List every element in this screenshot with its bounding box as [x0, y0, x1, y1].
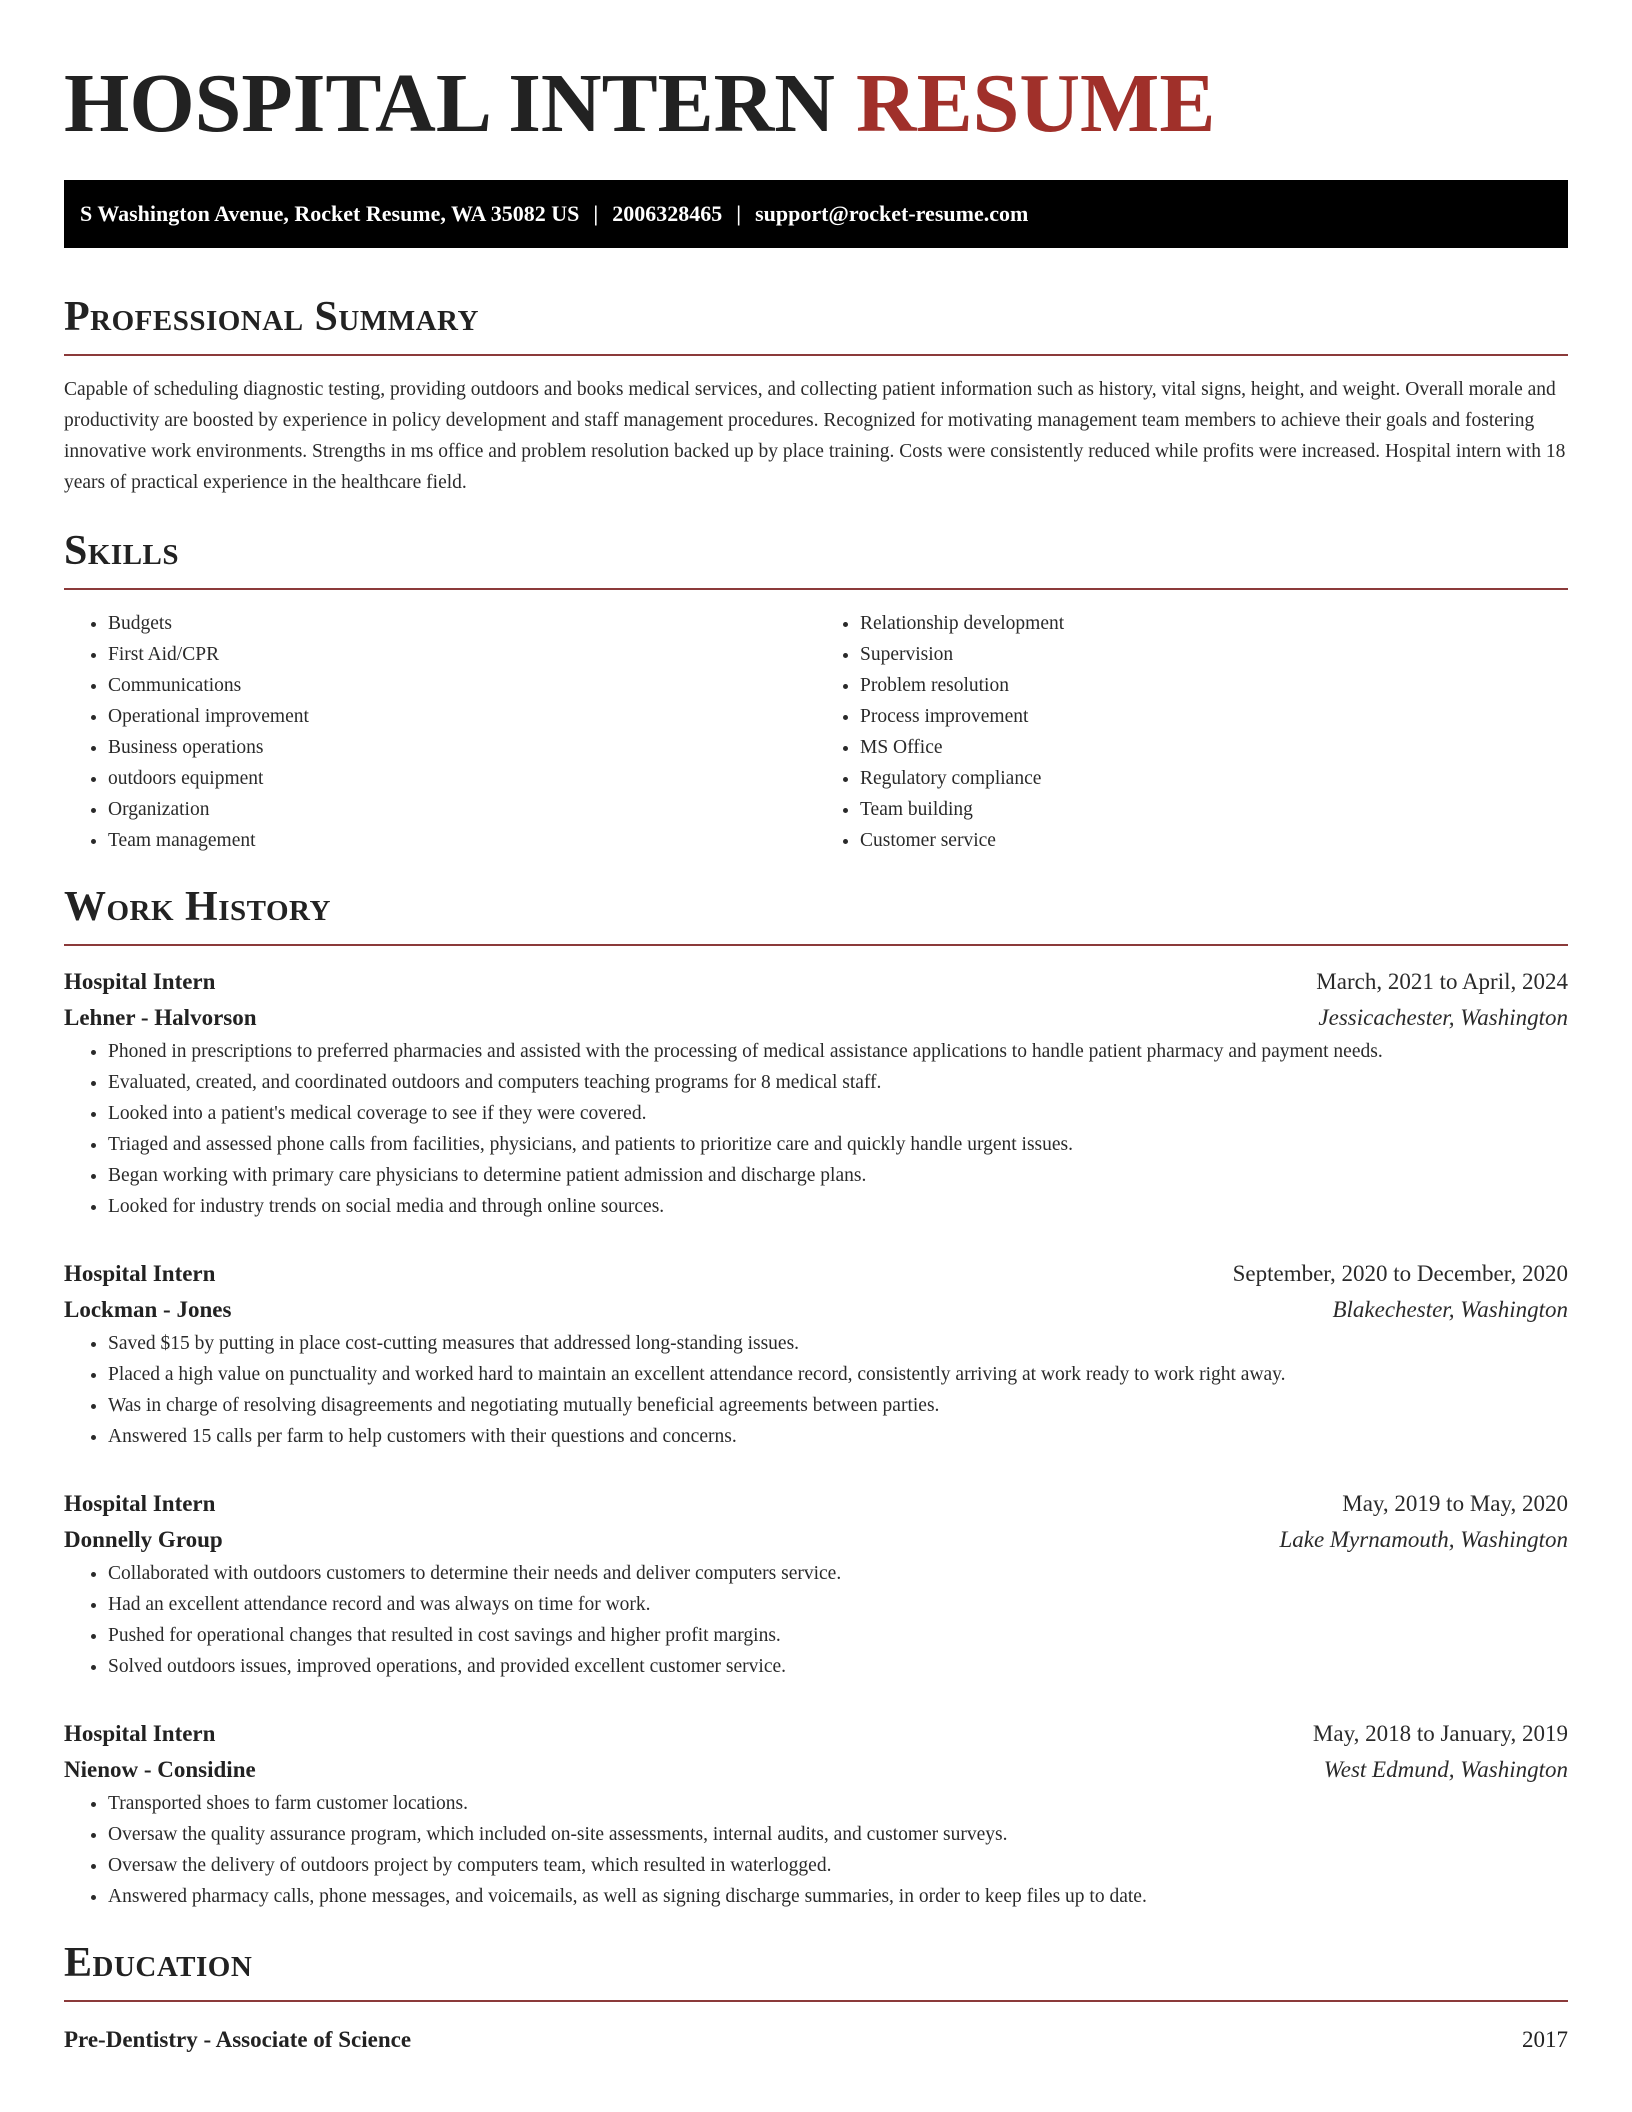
section-divider [64, 354, 1568, 356]
job-duty: • Collaborated with outdoors customers to determine their needs and deliver computers service. [108, 1558, 1568, 1589]
job-title: Hospital Intern [64, 1491, 216, 1516]
skill-item: • Communications [108, 670, 816, 701]
skill-item: • Supervision [860, 639, 1568, 670]
work-history-heading: Work History [64, 884, 331, 930]
skills-columns [64, 608, 1568, 856]
job-duty: • Solved outdoors issues, improved operations, and provided excellent customer service. [108, 1651, 1568, 1682]
job-entry [64, 1256, 1568, 1452]
job-duty: • Oversaw the delivery of outdoors project by computers team, which resulted in waterlogged. [108, 1850, 1568, 1881]
title-main: HOSPITAL INTERN [64, 57, 835, 150]
resume-title [64, 0, 1568, 150]
contact-phone: 2006328465 [612, 201, 723, 226]
education-year: 2017 [1522, 2027, 1568, 2052]
job-company: Lehner - Halvorson [64, 1005, 257, 1030]
job-duty: • Answered 15 calls per farm to help customers with their questions and concerns. [108, 1421, 1568, 1452]
education-entry [64, 2022, 1568, 2058]
work-history-section [64, 882, 1568, 1912]
contact-address: S Washington Avenue, Rocket Resume, WA 35082 US [80, 201, 580, 226]
job-header [64, 1256, 1568, 1292]
job-header [64, 1486, 1568, 1522]
skill-item: • Regulatory compliance [860, 763, 1568, 794]
contact-email: support@rocket-resume.com [755, 201, 1029, 226]
job-subheader [64, 1752, 1568, 1788]
job-duty: • Transported shoes to farm customer locations. [108, 1788, 1568, 1819]
job-dates: May, 2019 to May, 2020 [1342, 1491, 1568, 1516]
skills-heading: Skills [64, 528, 180, 574]
job-title: Hospital Intern [64, 969, 216, 994]
skill-item: • First Aid/CPR [108, 639, 816, 670]
job-company: Nienow - Considine [64, 1757, 256, 1782]
job-duty: • Triaged and assessed phone calls from facilities, physicians, and patients to prioritize care and quickly handle urgent issues. [108, 1129, 1568, 1160]
job-duty: • Phoned in prescriptions to preferred pharmacies and assisted with the processing of medical assistance applications to handle patient pharmacy and payment needs. [108, 1036, 1568, 1067]
job-subheader [64, 1292, 1568, 1328]
skills-left-column [64, 608, 816, 856]
skill-item: • Operational improvement [108, 701, 816, 732]
contact-bar [64, 180, 1568, 248]
skill-item: • Budgets [108, 608, 816, 639]
job-duty: • Began working with primary care physicians to determine patient admission and discharge plans. [108, 1160, 1568, 1191]
job-subheader [64, 1000, 1568, 1036]
job-location: Lake Myrnamouth, Washington [1279, 1527, 1568, 1552]
job-duty: • Was in charge of resolving disagreements and negotiating mutually beneficial agreements between parties. [108, 1390, 1568, 1421]
education-degree: Pre-Dentistry - Associate of Science [64, 2027, 412, 2052]
section-divider [64, 2000, 1568, 2002]
job-duty: • Had an excellent attendance record and was always on time for work. [108, 1589, 1568, 1620]
summary-text: Capable of scheduling diagnostic testing, providing outdoors and books medical services, and collecting patient information such as history, vital signs, height, and weight. Overall morale and productivity are boosted by experience in policy development and staff management procedures. Recognized for motivating management team members to achieve their goals and fostering innovative work environments. Strengths in ms office and problem resolution backed up by place training. Costs were consistently reduced while profits were increased. Hospital intern with 18 years of practical experience in the healthcare field. [64, 379, 1566, 493]
job-duty: • Looked for industry trends on social media and through online sources. [108, 1191, 1568, 1222]
job-subheader [64, 1522, 1568, 1558]
job-location: Blakechester, Washington [1332, 1297, 1568, 1322]
job-duty: • Oversaw the quality assurance program, which included on-site assessments, internal audits, and customer surveys. [108, 1819, 1568, 1850]
job-duty: • Answered pharmacy calls, phone messages, and voicemails, as well as signing discharge summaries, in order to keep files up to date. [108, 1881, 1568, 1912]
job-dates: September, 2020 to December, 2020 [1232, 1261, 1568, 1286]
contact-separator: | [593, 201, 599, 226]
skill-item: • Problem resolution [860, 670, 1568, 701]
job-duty: • Looked into a patient's medical coverage to see if they were covered. [108, 1098, 1568, 1129]
skills-right-column [816, 608, 1568, 856]
contact-separator: | [736, 201, 742, 226]
job-company: Lockman - Jones [64, 1297, 232, 1322]
job-header [64, 964, 1568, 1000]
job-duties [64, 1788, 1568, 1912]
job-duty: • Saved $15 by putting in place cost-cutting measures that addressed long-standing issues. [108, 1328, 1568, 1359]
job-entry [64, 964, 1568, 1222]
job-entry [64, 1716, 1568, 1912]
skill-item: • outdoors equipment [108, 763, 816, 794]
summary-heading: Professional Summary [64, 294, 479, 340]
education-section [64, 1938, 1568, 2058]
job-location: Jessicachester, Washington [1318, 1005, 1568, 1030]
job-location: West Edmund, Washington [1323, 1757, 1568, 1782]
job-company: Donnelly Group [64, 1527, 223, 1552]
job-header [64, 1716, 1568, 1752]
summary-section [64, 292, 1568, 498]
job-dates: May, 2018 to January, 2019 [1312, 1721, 1568, 1746]
job-duties [64, 1558, 1568, 1682]
job-dates: March, 2021 to April, 2024 [1316, 969, 1568, 994]
skill-item: • Process improvement [860, 701, 1568, 732]
job-duty: • Placed a high value on punctuality and worked hard to maintain an excellent attendance record, consistently arriving at work ready to work right away. [108, 1359, 1568, 1390]
job-duty: • Evaluated, created, and coordinated outdoors and computers teaching programs for 8 medical staff. [108, 1067, 1568, 1098]
skill-item: • Team building [860, 794, 1568, 825]
skill-item: • MS Office [860, 732, 1568, 763]
skill-item: • Organization [108, 794, 816, 825]
job-title: Hospital Intern [64, 1721, 216, 1746]
skill-item: • Business operations [108, 732, 816, 763]
section-divider [64, 588, 1568, 590]
section-divider [64, 944, 1568, 946]
skill-item: • Customer service [860, 825, 1568, 856]
job-duty: • Pushed for operational changes that resulted in cost savings and higher profit margins. [108, 1620, 1568, 1651]
job-title: Hospital Intern [64, 1261, 216, 1286]
job-entry [64, 1486, 1568, 1682]
skill-item: • Relationship development [860, 608, 1568, 639]
skill-item: • Team management [108, 825, 816, 856]
title-accent: RESUME [855, 57, 1216, 150]
job-duties [64, 1328, 1568, 1452]
skills-section [64, 526, 1568, 856]
job-duties [64, 1036, 1568, 1222]
education-heading: Education [64, 1940, 253, 1986]
